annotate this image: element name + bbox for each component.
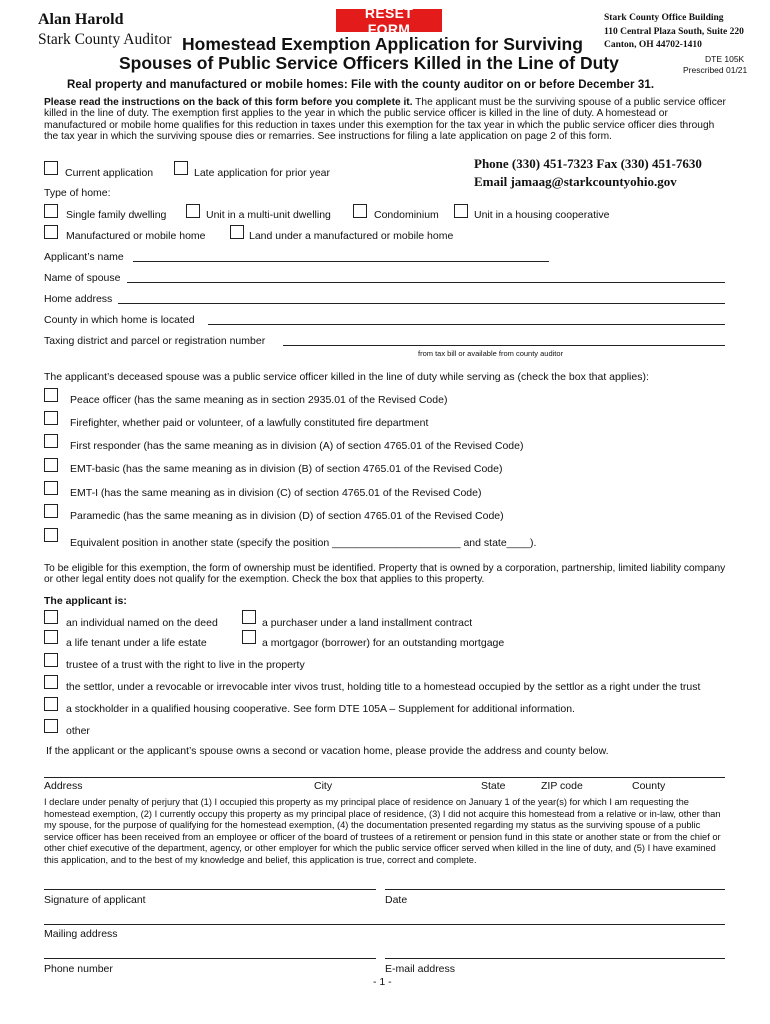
home-address-field[interactable] xyxy=(118,291,725,304)
county-label: County in which home is located xyxy=(44,314,195,326)
intro-paragraph xyxy=(44,97,728,142)
intro-text: The applicant must be the surviving spouse of a public service officer killed in the line of duty. The exemption first applies to the year in which the public service officer is killed in the line of duty. A homestead or manufactured or mobile home qualifies for this reduction in taxes under this exemption for the tax year in which the public service officer dies through the tax year in which the surviving spouse dies or remarries. See instructions for filing a late application on page 2 of this form. xyxy=(44,97,726,142)
emt-i-checkbox[interactable] xyxy=(44,481,58,495)
contact-email: Email jamaag@starkcountyohio.gov xyxy=(474,174,677,189)
mobile-home-checkbox[interactable] xyxy=(44,225,58,239)
auditor-title: Stark County Auditor xyxy=(38,31,172,48)
land-under-mobile-checkbox[interactable] xyxy=(230,225,244,239)
second-home-city-label: City xyxy=(314,780,333,792)
spouse-name-label: Name of spouse xyxy=(44,272,121,284)
form-title-line2: Spouses of Public Service Officers Killed in the Line of Duty xyxy=(119,53,619,73)
prescribed-date: Prescribed 01/21 xyxy=(683,65,748,75)
date-field[interactable] xyxy=(385,877,725,890)
late-application-checkbox[interactable] xyxy=(174,161,188,175)
form-code: DTE 105K xyxy=(705,54,745,64)
mobile-home-label: Manufactured or mobile home xyxy=(66,230,206,242)
life-tenant-label: a life tenant under a life estate xyxy=(66,637,207,649)
paramedic-label: Paramedic (has the same meaning as in division (D) of section 4765.01 of the Revised Code) xyxy=(70,510,504,522)
mortgagor-checkbox[interactable] xyxy=(242,630,256,644)
emt-basic-label: EMT-basic (has the same meaning as in division (B) of section 4765.01 of the Revised Code) xyxy=(70,463,503,475)
firefighter-checkbox[interactable] xyxy=(44,411,58,425)
home-type-label: Type of home: xyxy=(44,187,111,199)
phone-field[interactable] xyxy=(44,946,376,959)
peace-officer-checkbox[interactable] xyxy=(44,388,58,402)
phone-label: Phone number xyxy=(44,963,113,975)
settlor-label: the settlor, under a revocable or irrevocable inter vivos trust, holding title to a homestead occupied by the settlor as a right under the trust xyxy=(66,681,701,693)
mailing-address-field[interactable] xyxy=(44,912,725,925)
housing-cooperative-label: Unit in a housing cooperative xyxy=(474,209,610,221)
signature-field[interactable] xyxy=(44,877,376,890)
paramedic-checkbox[interactable] xyxy=(44,504,58,518)
spouse-name-field[interactable] xyxy=(127,270,725,283)
equivalent-position-checkbox[interactable] xyxy=(44,528,58,542)
equivalent-position-label: Equivalent position in another state (specify the position ______________________ and state____). xyxy=(70,537,537,549)
first-responder-label: First responder (has the same meaning as in division (A) of section 4765.01 of the Revised Code) xyxy=(70,440,524,452)
firefighter-label: Firefighter, whether paid or volunteer, of a lawfully constituted fire department xyxy=(70,417,429,429)
applicant-name-label: Applicant’s name xyxy=(44,251,124,263)
condominium-checkbox[interactable] xyxy=(353,204,367,218)
land-contract-checkbox[interactable] xyxy=(242,610,256,624)
current-application-label: Current application xyxy=(65,167,154,179)
other-checkbox[interactable] xyxy=(44,719,58,733)
reset-form-button[interactable]: RESET FORM xyxy=(336,9,442,32)
settlor-checkbox[interactable] xyxy=(44,675,58,689)
email-label: E-mail address xyxy=(385,963,456,975)
home-address-label: Home address xyxy=(44,293,113,305)
parcel-label: Taxing district and parcel or registration number xyxy=(44,335,266,347)
late-application-label: Late application for prior year xyxy=(194,167,330,179)
multi-unit-label: Unit in a multi-unit dwelling xyxy=(206,209,331,221)
officer-question: The applicant’s deceased spouse was a public service officer killed in the line of duty while serving as (check the box that applies): xyxy=(44,371,649,383)
second-home-address-label: Address xyxy=(44,780,83,792)
signature-label: Signature of applicant xyxy=(44,894,146,906)
emt-i-label: EMT-I (has the same meaning as in division (C) of section 4765.01 of the Revised Code) xyxy=(70,487,482,499)
parcel-field[interactable] xyxy=(283,333,725,346)
second-home-zip-label: ZIP code xyxy=(541,780,583,792)
office-city: Canton, OH 44702-1410 xyxy=(604,40,702,50)
emt-basic-checkbox[interactable] xyxy=(44,458,58,472)
second-home-state-label: State xyxy=(481,780,506,792)
multi-unit-checkbox[interactable] xyxy=(186,204,200,218)
mortgagor-label: a mortgagor (borrower) for an outstanding mortgage xyxy=(262,637,505,649)
intro-bold: Please read the instructions on the back of this form before you complete it. xyxy=(44,97,413,108)
date-label: Date xyxy=(385,894,408,906)
trustee-label: trustee of a trust with the right to live in the property xyxy=(66,659,305,671)
stockholder-checkbox[interactable] xyxy=(44,697,58,711)
land-contract-label: a purchaser under a land installment contract xyxy=(262,617,473,629)
office-name: Stark County Office Building xyxy=(604,13,724,23)
auditor-name: Alan Harold xyxy=(38,11,124,28)
peace-officer-label: Peace officer (has the same meaning as in section 2935.01 of the Revised Code) xyxy=(70,394,448,406)
second-home-field[interactable] xyxy=(44,765,725,778)
applicant-is-label: The applicant is: xyxy=(44,595,127,607)
stockholder-label: a stockholder in a qualified housing cooperative. See form DTE 105A – Supplement for additional information. xyxy=(66,703,575,715)
life-tenant-checkbox[interactable] xyxy=(44,630,58,644)
condominium-label: Condominium xyxy=(374,209,439,221)
parcel-hint: from tax bill or available from county auditor xyxy=(418,349,564,358)
land-under-mobile-label: Land under a manufactured or mobile home xyxy=(249,230,454,242)
housing-cooperative-checkbox[interactable] xyxy=(454,204,468,218)
email-field[interactable] xyxy=(385,946,725,959)
declaration-paragraph: I declare under penalty of perjury that (1) I occupied this property as my principal place of residence on January 1 of the year(s) for which I am requesting the homestead exemption, (2) I currently occupy this property as my principal place of residence, (3) I did not acquire this homestead from a relative or in-law, other than my spouse, for the purpose of qualifying for the homestead exemption, (4) the documentation presented regarding my status as the surviving spouse of a public service officer has been received from an employee or officer of the board of trustees of a retirement or pension fund in this state or another state or from the chief or other chief executive of the department, agency, or other employer for which the public service officer served when killed in the line of duty, and (5) I have examined this application, and to the best of my knowledge and belief, this application is true, correct and complete. xyxy=(44,797,721,865)
second-home-question: If the applicant or the applicant’s spouse owns a second or vacation home, please provide the address and county below. xyxy=(46,745,609,757)
mailing-address-label: Mailing address xyxy=(44,928,118,940)
first-responder-checkbox[interactable] xyxy=(44,434,58,448)
office-street: 110 Central Plaza South, Suite 220 xyxy=(604,27,744,37)
single-family-checkbox[interactable] xyxy=(44,204,58,218)
trustee-checkbox[interactable] xyxy=(44,653,58,667)
single-family-label: Single family dwelling xyxy=(66,209,167,221)
applicant-name-field[interactable] xyxy=(133,249,549,262)
other-label: other xyxy=(66,725,90,737)
ownership-paragraph: To be eligible for this exemption, the form of ownership must be identified. Property that is owned by a corporation, partnership, limited liability company or other legal entity does not qualify for the exemption. Check the box that applies to this property. xyxy=(44,563,726,586)
county-field[interactable] xyxy=(208,312,725,325)
contact-phone-fax: Phone (330) 451-7323 Fax (330) 451-7630 xyxy=(474,156,702,171)
second-home-county-label: County xyxy=(632,780,666,792)
form-title-line1: Homestead Exemption Application for Surviving xyxy=(182,34,583,54)
filing-subtitle: Real property and manufactured or mobile homes: File with the county auditor on or before December 31. xyxy=(67,79,655,91)
current-application-checkbox[interactable] xyxy=(44,161,58,175)
individual-deed-label: an individual named on the deed xyxy=(66,617,218,629)
page-number: - 1 - xyxy=(373,976,392,988)
individual-deed-checkbox[interactable] xyxy=(44,610,58,624)
